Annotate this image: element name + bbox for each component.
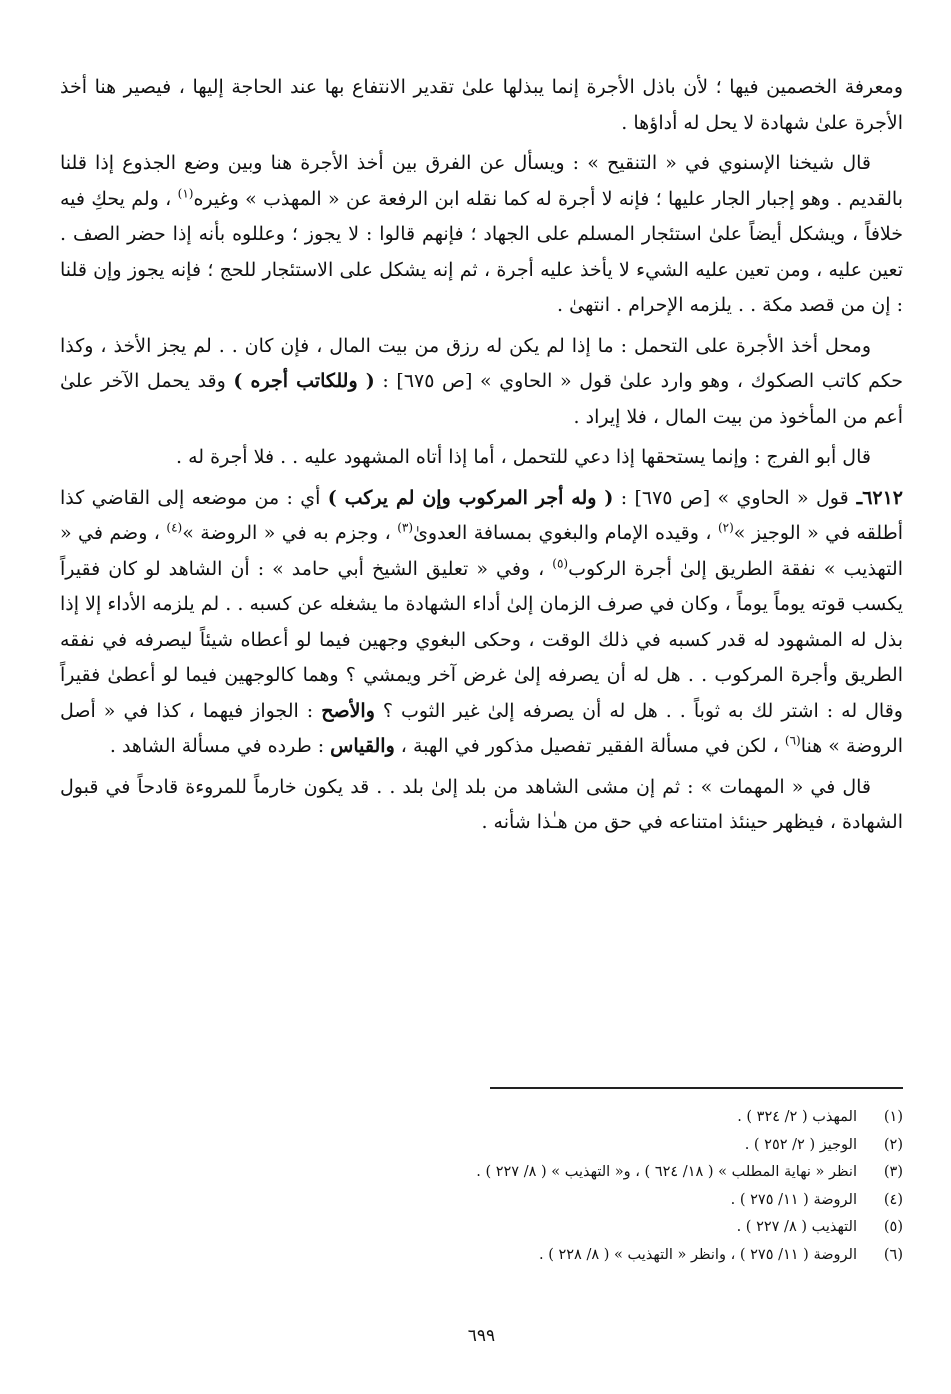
footnote-number: (٦) [883,1246,903,1263]
text-run: ، لكن في مسألة الفقير تفصيل مذكور في الهبة ، [394,735,785,757]
text-run: قال في « المهمات » : ثم إن مشى الشاهد من بلد إلىٰ بلد . . قد يكون خارماً للمروءة قادحاً في قبول الشهادة ، فيظهر حينئذ امتناعه في حق من هـٰذا شأنه . [60,775,903,833]
text-run: ومحل أخذ الأجرة على التحمل : ما إذا لم يكن له رزق من بيت المال ، فإن كان . . لم يجز الأخذ ، وكذا حكم كاتب الصكوك ، وهو وارد علىٰ قول « الحاوي » [ص ٦٧٥] : [60,334,903,392]
bold-text: والأصح [321,699,375,722]
footnote-text: المهذب ( ٢/ ٣٢٤ ) . [737,1109,857,1125]
paragraph [60,329,903,436]
footnote-number: (٢) [883,1136,903,1153]
main-text [60,70,903,841]
footnote-separator [490,1087,903,1089]
footnote [60,1104,903,1132]
footnote-ref: (٥) [552,556,569,571]
footnote-ref: (١) [177,186,194,201]
footnote [60,1187,903,1215]
footnote [60,1242,903,1270]
paragraph [60,481,903,765]
bold-text: ( وله أجر المركوب وإن لم يركب ) [327,486,614,509]
text-run: قال أبو الفرج : وإنما يستحقها إذا دعي للتحمل ، أما إذا أتاه المشهود عليه . . فلا أجرة له . [176,446,871,468]
text-run: وقد يحمل الآخر علىٰ أعم من المأخوذ من بيت المال ، فلا إيراد . [60,370,903,428]
text-run: ومعرفة الخصمين فيها ؛ لأن باذل الأجرة إنما يبذلها علىٰ تقدير الانتفاع بها عند الحاجة إليها ، فيصير هنا أخذ الأجرة علىٰ شهادة لا يحل له أداؤها . [60,76,903,134]
text-run: أي : من موضعه إلى القاضي كذا أطلقه في « الوجيز » [60,486,904,544]
footnote-text: الروضة ( ١١/ ٢٧٥ ) ، وانظر « التهذيب » ( ٨/ ٢٢٨ ) . [539,1246,857,1263]
paragraph [60,70,903,141]
footnote-ref: (٢) [717,520,734,535]
footnote-text: الوجيز ( ٢/ ٢٥٢ ) . [744,1136,857,1153]
footnote-number: (٣) [883,1164,903,1180]
footnote [60,1214,903,1242]
page-number: ٦٩٩ [467,1326,496,1346]
footnote [60,1159,903,1187]
text-run: : طرده في مسألة الشاهد . [109,735,331,757]
paragraph [60,440,903,476]
text-run: ، وفي « تعليق الشيخ أبي حامد » : أن الشاهد لو كان فقيراً يكسب قوته يوماً يوماً ، وكان في صرف الزمان إلىٰ أداء الشهادة ما يشغله عن كسبه . . لم يلزمه الأداء إلا إذا بذل له المشهود له قدر كسبه في ذلك الوقت ، وحكى البغوي وجهين فيما لو أعطاه شيئاً ليصرفه في نفقه الطريق وأجرة المركوب . . هل له أن يصرفه إلىٰ غرض آخر ويمشي ؟ وهما كالوجهين فيما لو أعطىٰ فقيراً وقال له : اشتر لك به ثوباً . . هل له أن يصرفه إلىٰ غير الثوب ؟ [60,557,903,722]
text-run: قال شيخنا الإسنوي في « التنقيح » : ويسأل عن الفرق بين أخذ الأجرة هنا وبين وضع الجذوع إذا قلنا بالقديم . وهو إجبار الجار عليها ؛ فإنه لا أجرة له كما نقله ابن الرفعة عن « المهذب » وغيره [60,152,904,210]
text-run: : الجواز فيهما ، كذا في « أصل الروضة » هنا [60,699,903,757]
footnote-ref: (٣) [397,520,414,535]
footnote-ref: (٦) [784,733,801,748]
footnote-text: التهذيب ( ٨/ ٢٢٧ ) . [736,1219,857,1235]
footnote-text: الروضة ( ١١/ ٢٧٥ ) . [730,1191,857,1208]
footnote-number: (٤) [883,1191,903,1208]
text-run: قول « الحاوي » [ص ٦٧٥] : [613,486,849,509]
text-run: ، وضم في « التهذيب » نفقة الطريق إلىٰ أجرة الركوب [60,522,903,580]
footnote-ref: (٤) [166,520,183,535]
paragraph [60,770,903,841]
paragraph [60,146,903,324]
footnote-number: (١) [883,1109,903,1125]
bold-text: ٦٢١٢ـ [848,486,904,509]
text-run: ، وجزم به في « الروضة » [182,522,398,544]
text-run: ، ولم يحكِ فيه خلافاً ، ويشكل أيضاً علىٰ استئجار المسلم على الجهاد ؛ فإنهم قالوا : لا يجوز ؛ وعللوه بأنه إذا حضر الصف . تعين عليه ، ومن تعين عليه الشيء لا يأخذ عليه أجرة ، ثم إنه يشكل على الاستئجار للحج ؛ فإنه يجوز وإن قلنا : إن من قصد مكة . . يلزمه الإحرام . انتهىٰ . [60,187,903,316]
footnote-number: (٥) [883,1219,903,1235]
footnotes [60,1104,903,1269]
text-run: ، وقيده الإمام والبغوي بمسافة العدوىٰ [413,522,718,544]
bold-text: والقياس [330,735,395,757]
book-page [60,70,903,1370]
footnote [60,1132,903,1160]
bold-text: ( وللكاتب أجره ) [233,370,375,392]
footnote-text: انظر « نهاية المطلب » ( ١٨/ ٦٢٤ ) ، و« التهذيب » ( ٨/ ٢٢٧ ) . [476,1164,857,1180]
